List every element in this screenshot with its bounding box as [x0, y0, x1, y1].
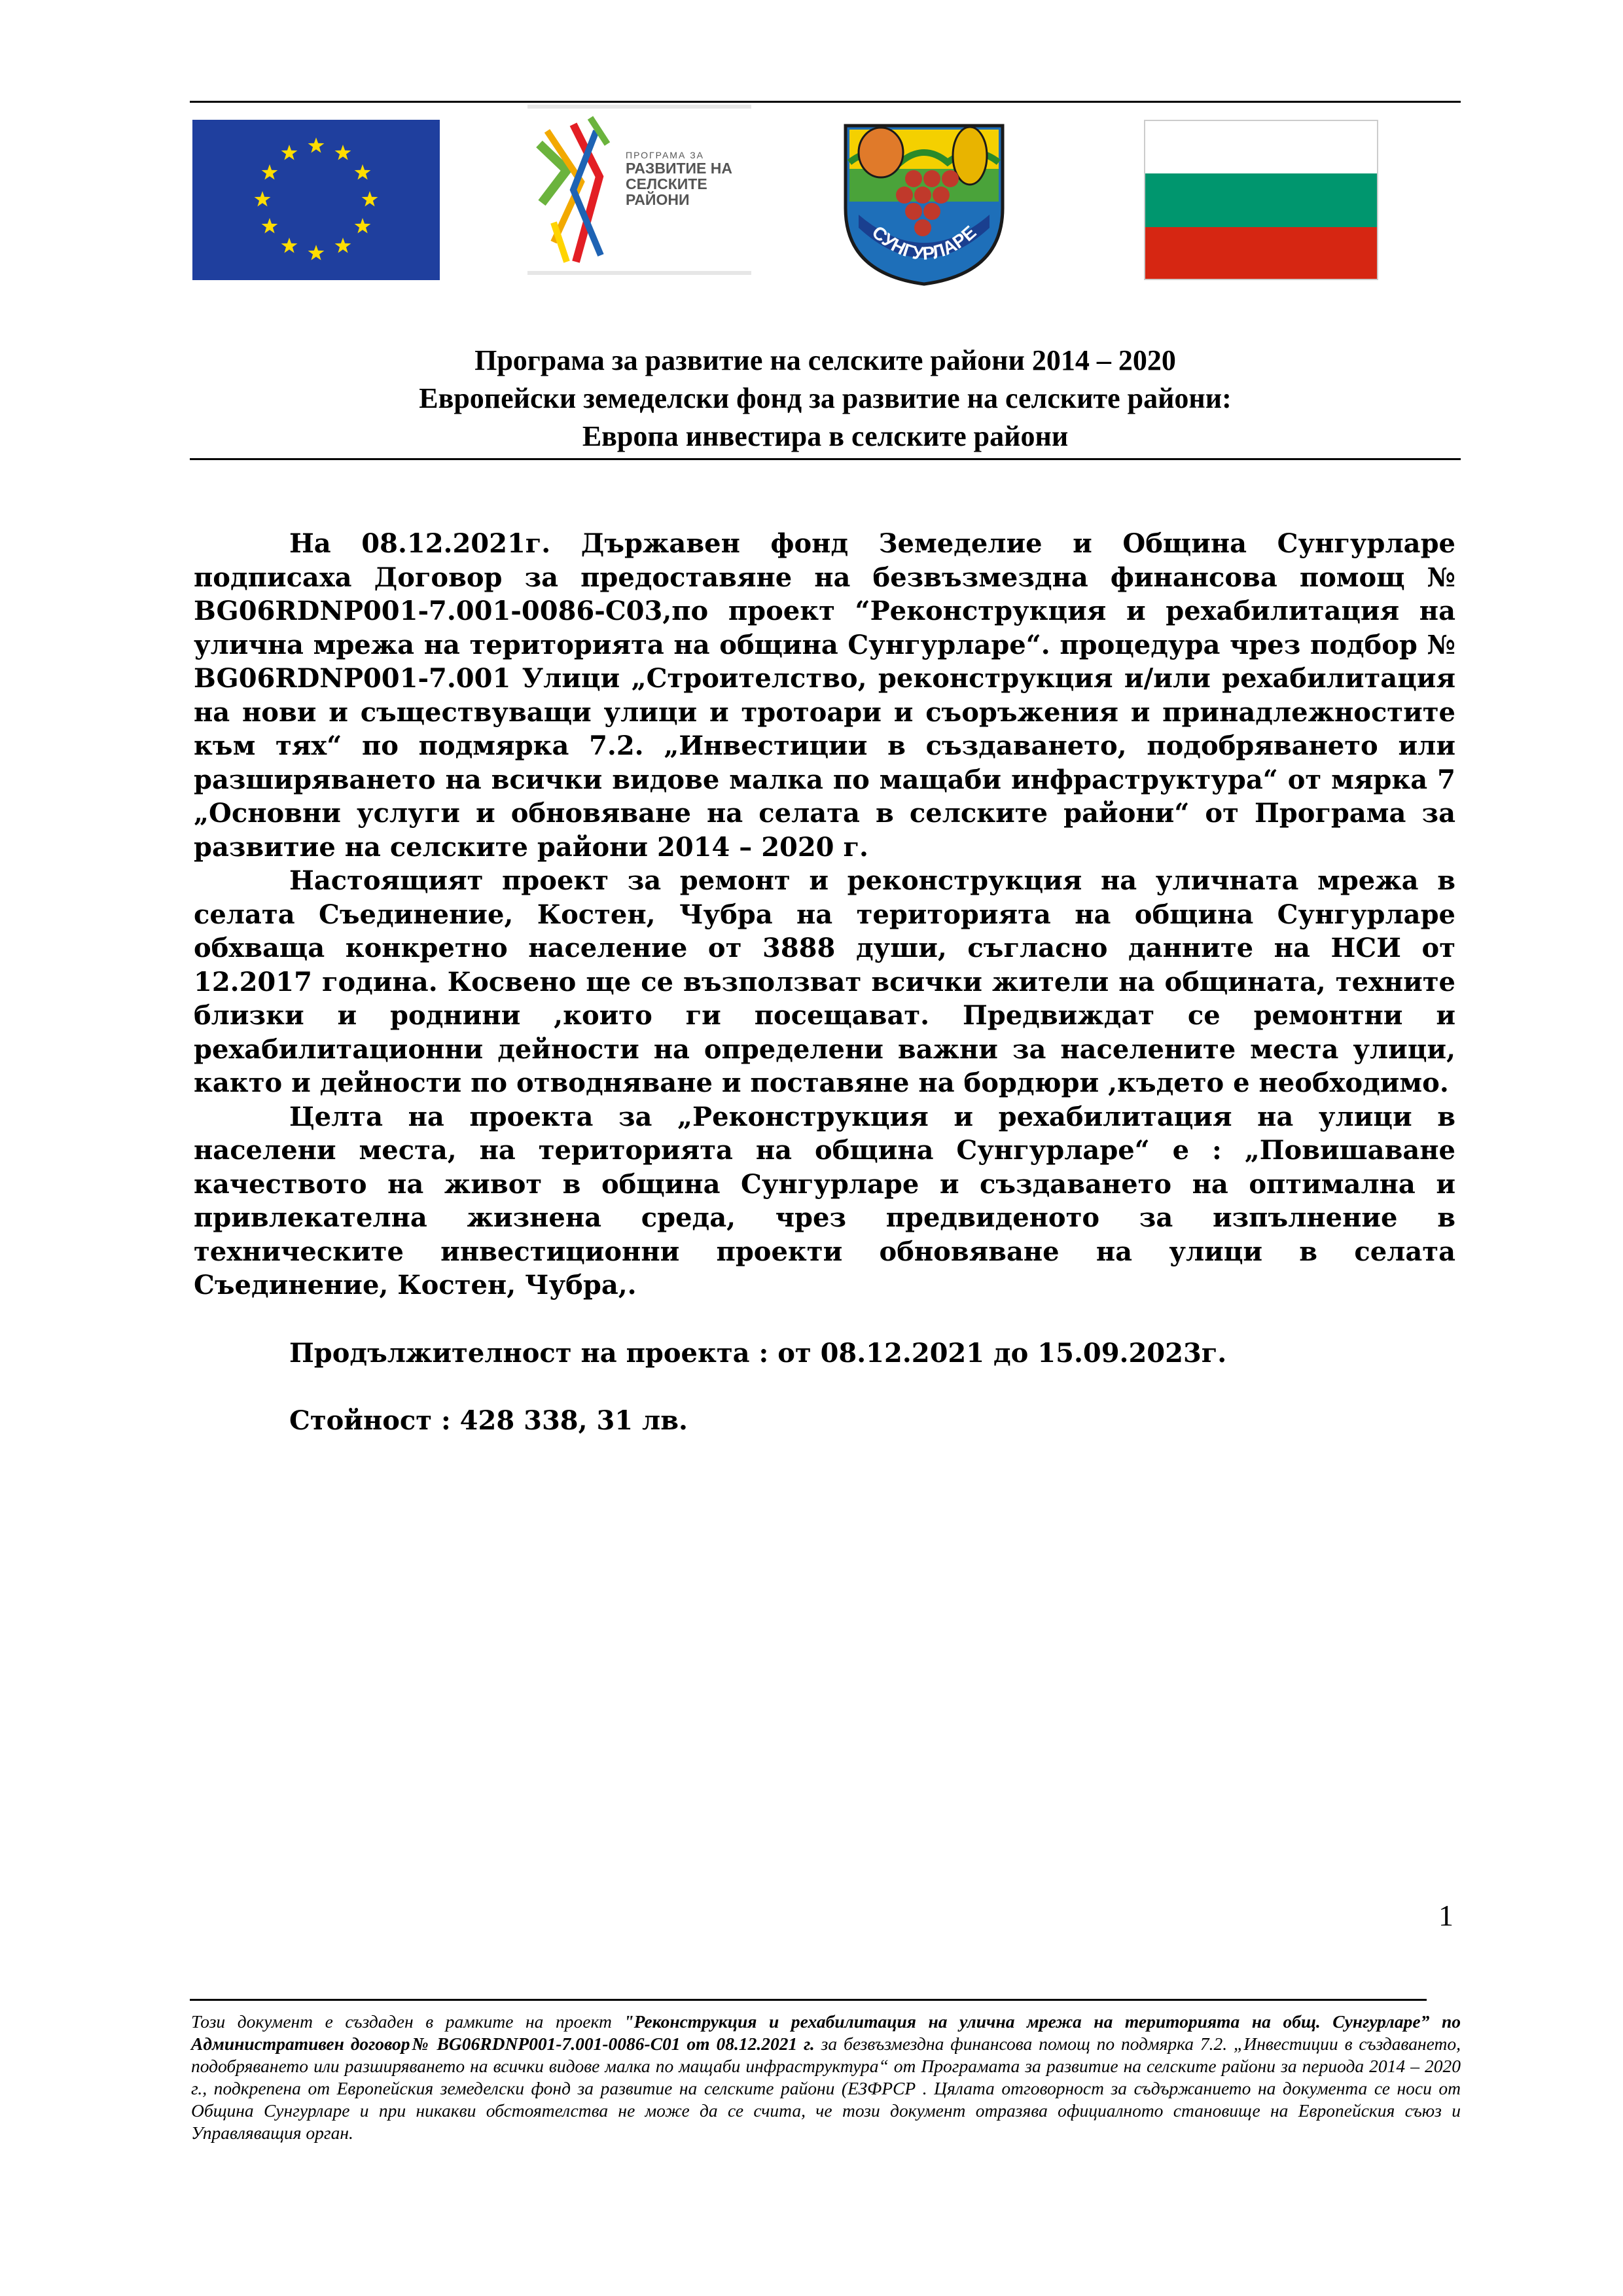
title-line-2: Европейски земеделски фонд за развитие на селските райони: [419, 382, 1232, 414]
project-value: Стойност : 428 338, 31 лв. [289, 1405, 688, 1436]
rural-development-programme-logo [527, 105, 751, 275]
footer-rule [190, 1999, 1427, 2001]
footer-disclaimer [191, 2011, 1461, 2144]
title-line-1: Програма за развитие на селските райони 2014 – 2020 [474, 344, 1176, 376]
header-top-rule [190, 101, 1461, 103]
title-line-3: Европа инвестира в селските райони [582, 420, 1069, 452]
project-duration: Продължителност на проекта : от 08.12.2021 до 15.09.2023г. [289, 1337, 1227, 1369]
footer-text-2: за безвъзмездна финансова помощ по подмярка 7.2. „Инвестиции в създаването, подобряването или разширяването на всички видове малка по мащаби инфраструктура“ от Програмата за развитие на селските райони за периода 2014 – 2020 г., подкрепена от Европейския земеделски фонд за развитие на селските райони (ЕЗФРСР . Цялата отговорност за съдържанието на документа се носи от Община Сунгурларе и при никакви обстоятелства не може да се счита, че този документ отразява официалното становище на Европейския съюз и Управляващия орган. [191, 2034, 1461, 2143]
coat-of-arms-text: СУНГУРЛАРЕ [868, 221, 980, 264]
document-body [194, 527, 1455, 1438]
paragraph-project-scope: Настоящият проект за ремонт и реконструкция на уличната мрежа в селата Съединение, Костен, Чубра на територията на община Сунгурларе обхваща конкретно население от 3888 души, съгласно данните на НСИ от 12.2017 година. Косвено ще се възползват всички жители на общината, техните близки и роднини ,които ги посещават. Предвиждат се ремонтни и рехабилитационни дейности на определени важни за населените места улици, както и дейности по отводняване и поставяне на бордюри ,където е необходимо. [194, 865, 1455, 1098]
eu-flag-icon [192, 120, 440, 280]
paragraph-project-goal: Целта на проекта за „Реконструкция и рехабилитация на улици в населени места, на територията на община Сунгурларе“ е : „Повишаване качеството на живот в община Сунгурларе и създаването на оптимална и привлекателна жизнена среда, чрез предвиденото за изпълнение в техническите инвестиционни проекти обновяване на улици в селата Съединение, Костен, Чубра,. [194, 1101, 1455, 1300]
paragraph-contract: На 08.12.2021г. Държавен фонд Земеделие и Община Сунгурларе подписаха Договор за предоставяне на безвъзмездна финансова помощ № BG06RDNP001-7.001-0086-C03,по проект “Реконструкция и рехабилитация на улична мрежа на територията на община Сунгурларе“. процедура чрез подбор № BG06RDNP001-7.001 Улици „Строителство, реконструкция и/или рехабилитация на нови и съществуващи улици и тротоари и съоръжения и принадлежностите към тях“ по подмярка 7.2. „Инвестиции в създаването, подобряването или разширяването на всички видове малка по мащаби инфраструктура“ от мярка 7 „Основни услуги и обновяване на селата в селските райони“ от Програма за развитие на селските райони 2014 – 2020 г. [194, 528, 1455, 863]
sungurlare-coat-of-arms-icon [835, 117, 1013, 287]
programme-title-block [190, 342, 1461, 456]
title-bottom-rule [190, 458, 1461, 460]
rdp-logo-line3: СЕЛСКИТЕ РАЙОНИ [626, 175, 707, 208]
footer-text-1: Този документ е създаден в рамките на проект [191, 2011, 624, 2032]
bulgarian-flag-icon [1144, 120, 1378, 280]
rdp-logo-line1: ПРОГРАМА ЗА [626, 150, 704, 160]
page-number: 1 [1438, 1899, 1454, 1932]
footer-project-reference: "Реконструкция и рехабилитация на улична мрежа на територията на общ. Сунгурларе” по Административен договор№ BG06RDNP001-7.001-0086-C01 от 08.12.2021 г. [191, 2011, 1461, 2054]
rdp-logo-line2: РАЗВИТИЕ НА [626, 159, 733, 177]
